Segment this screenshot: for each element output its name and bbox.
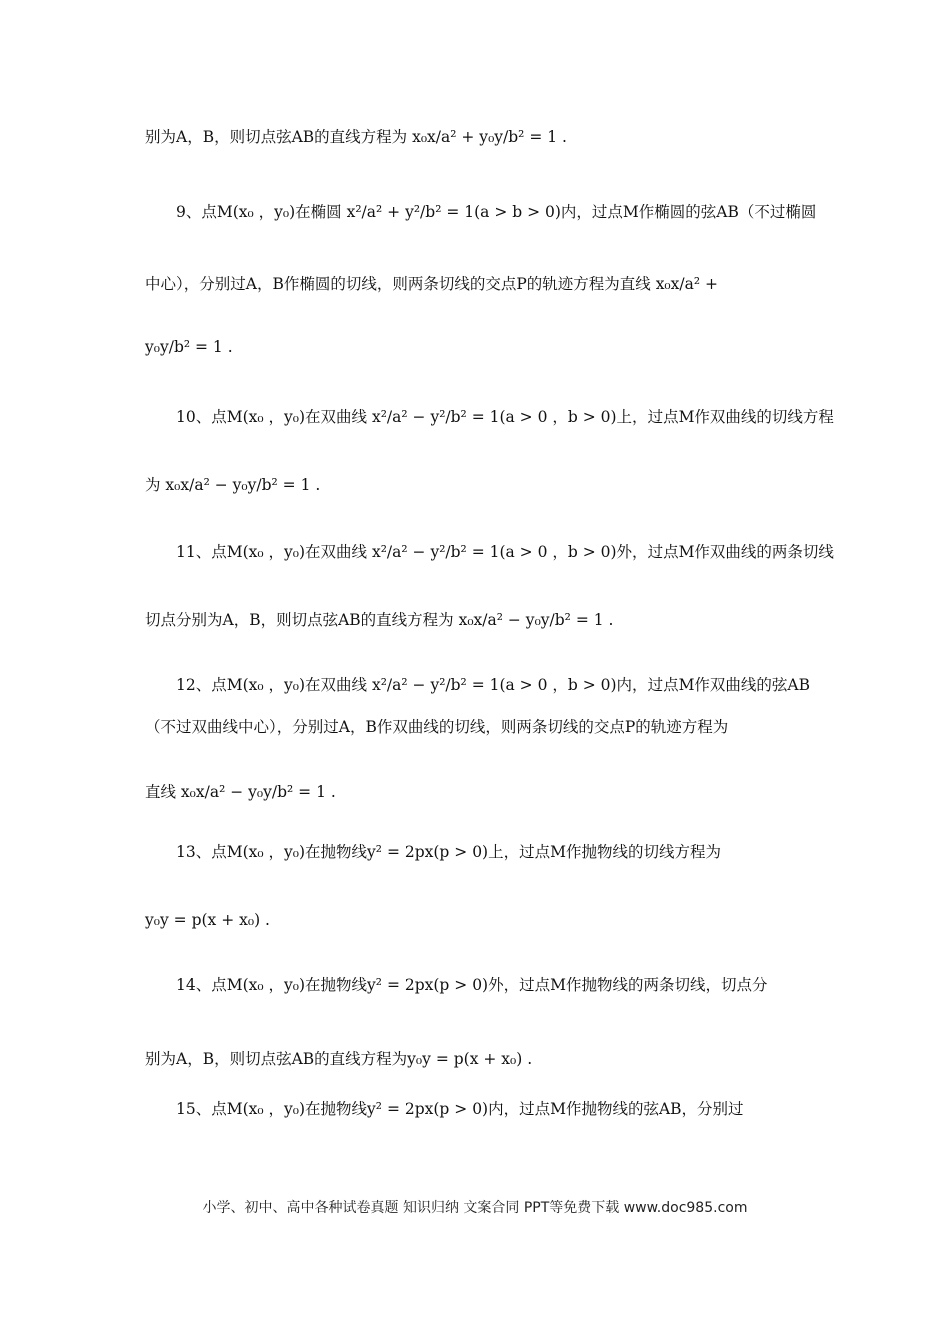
text-line: y₀y = p(x + x₀) . [145,911,270,929]
text-line: 别为A，B，则切点弦AB的直线方程为y₀y = p(x + x₀) . [145,1050,533,1068]
text-line: 9、点M(x₀ ，y₀)在椭圆 x²/a² + y²/b² = 1(a > b > 0)内，过点M作椭圆的弦AB（不过椭圆 [176,203,817,221]
text-line: 13、点M(x₀ ，y₀)在抛物线y² = 2px(p > 0)上，过点M作抛物线的切线方程为 [176,843,721,861]
text-line: 为 x₀x/a² − y₀y/b² = 1 . [145,476,321,494]
text-line: 14、点M(x₀ ，y₀)在抛物线y² = 2px(p > 0)外，过点M作抛物线的两条切线，切点分 [176,976,768,994]
text-line: 12、点M(x₀ ，y₀)在双曲线 x²/a² − y²/b² = 1(a > 0 ，b > 0)内，过点M作双曲线的弦AB [176,676,811,694]
text-line: 别为A，B，则切点弦AB的直线方程为 x₀x/a² + y₀y/b² = 1 . [145,128,567,146]
text-line: 直线 x₀x/a² − y₀y/b² = 1 . [145,783,336,801]
text-line: （不过双曲线中心），分别过A，B作双曲线的切线，则两条切线的交点P的轨迹方程为 [145,718,729,736]
text-line: 切点分别为A，B，则切点弦AB的直线方程为 x₀x/a² − y₀y/b² = 1 . [145,611,614,629]
text-line: 11、点M(x₀ ，y₀)在双曲线 x²/a² − y²/b² = 1(a > 0 ，b > 0)外，过点M作双曲线的两条切线 [176,543,834,561]
text-line: y₀y/b² = 1 . [145,338,233,356]
text-line: 中心），分别过A，B作椭圆的切线，则两条切线的交点P的轨迹方程为直线 x₀x/a² + [145,275,718,293]
page-footer: 小学、初中、高中各种试卷真题 知识归纳 文案合同 PPT等免费下载 www.doc985.com [202,1200,748,1216]
text-line: 15、点M(x₀ ，y₀)在抛物线y² = 2px(p > 0)内，过点M作抛物线的弦AB，分别过 [176,1100,744,1118]
text-line: 10、点M(x₀ ，y₀)在双曲线 x²/a² − y²/b² = 1(a > 0 ，b > 0)上，过点M作双曲线的切线方程 [176,408,834,426]
